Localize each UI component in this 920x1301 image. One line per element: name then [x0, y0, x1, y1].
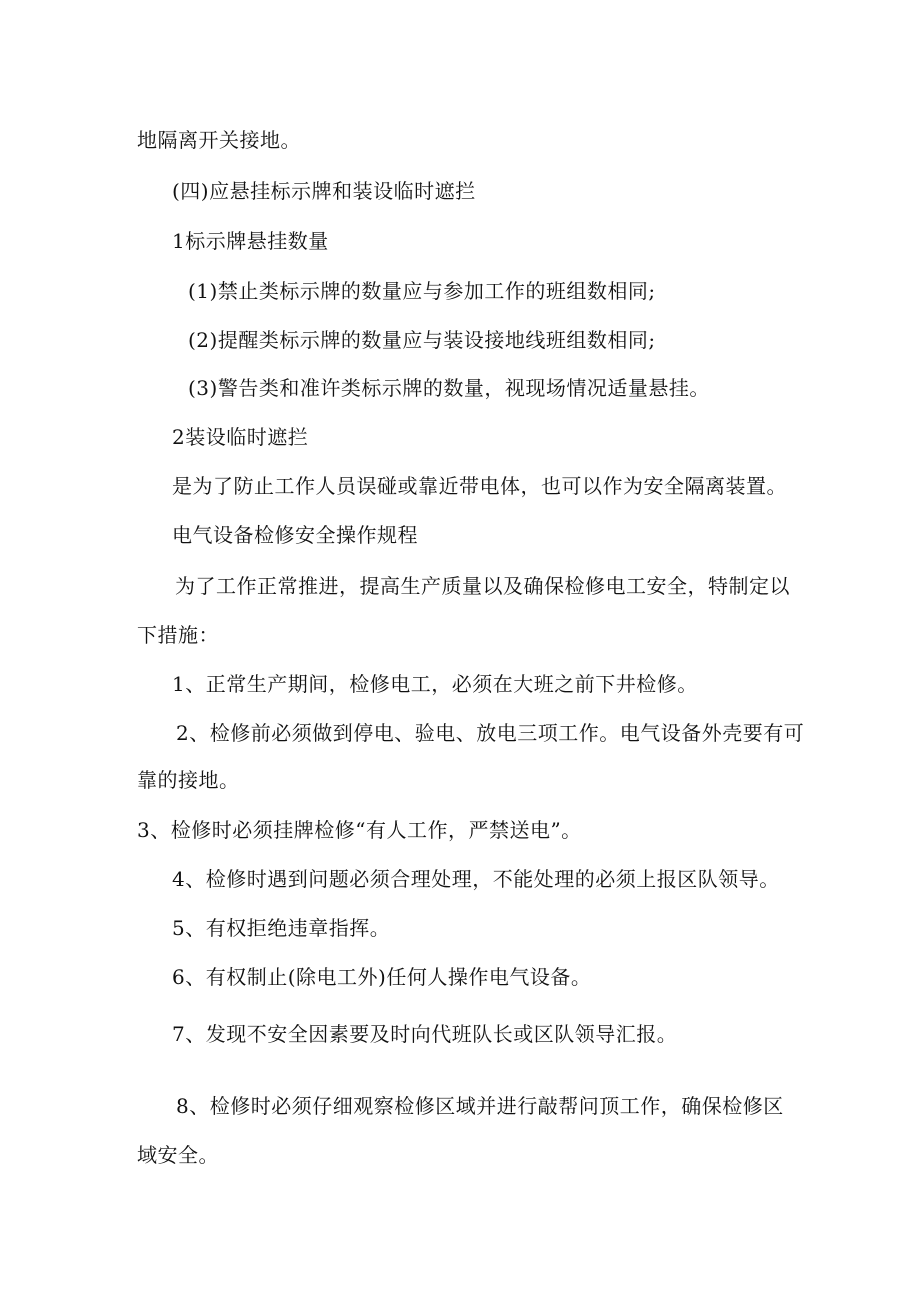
text-line: 地隔离开关接地。	[137, 128, 301, 152]
document-title: 电气设备检修安全操作规程	[172, 523, 418, 547]
list-item: 4、检修时遇到问题必须合理处理，不能处理的必须上报区队领导。	[172, 867, 780, 891]
list-item: 2、检修前必须做到停电、验电、放电三项工作。电气设备外壳要有可	[176, 721, 805, 745]
subsection-heading: 2装设临时遮拦	[172, 425, 309, 449]
subsection-heading: 1标示牌悬挂数量	[172, 229, 329, 253]
list-item: 8、检修时必须仔细观察检修区域并进行敲帮问顶工作，确保检修区	[176, 1094, 784, 1118]
section-heading: (四)应悬挂标示牌和装设临时遮拦	[172, 179, 476, 203]
list-item: (2)提醒类标示牌的数量应与装设接地线班组数相同;	[188, 328, 656, 352]
list-item: (3)警告类和准许类标示牌的数量，视现场情况适量悬挂。	[188, 376, 710, 400]
text-line: 域安全。	[137, 1143, 219, 1167]
list-item: 7、发现不安全因素要及时向代班队长或区队领导汇报。	[172, 1022, 678, 1046]
text-line: 是为了防止工作人员误碰或靠近带电体，也可以作为安全隔离装置。	[172, 474, 787, 498]
text-line: 为了工作正常推进，提高生产质量以及确保检修电工安全，特制定以	[175, 574, 790, 598]
list-item: 6、有权制止(除电工外)任何人操作电气设备。	[172, 965, 592, 989]
list-item: 3、检修时必须挂牌检修“有人工作，严禁送电”。	[137, 818, 582, 842]
list-item: (1)禁止类标示牌的数量应与参加工作的班组数相同;	[188, 279, 656, 303]
text-line: 靠的接地。	[137, 768, 240, 792]
text-line: 下措施：	[137, 623, 219, 647]
list-item: 1、正常生产期间，检修电工，必须在大班之前下井检修。	[172, 672, 698, 696]
list-item: 5、有权拒绝违章指挥。	[172, 916, 391, 940]
